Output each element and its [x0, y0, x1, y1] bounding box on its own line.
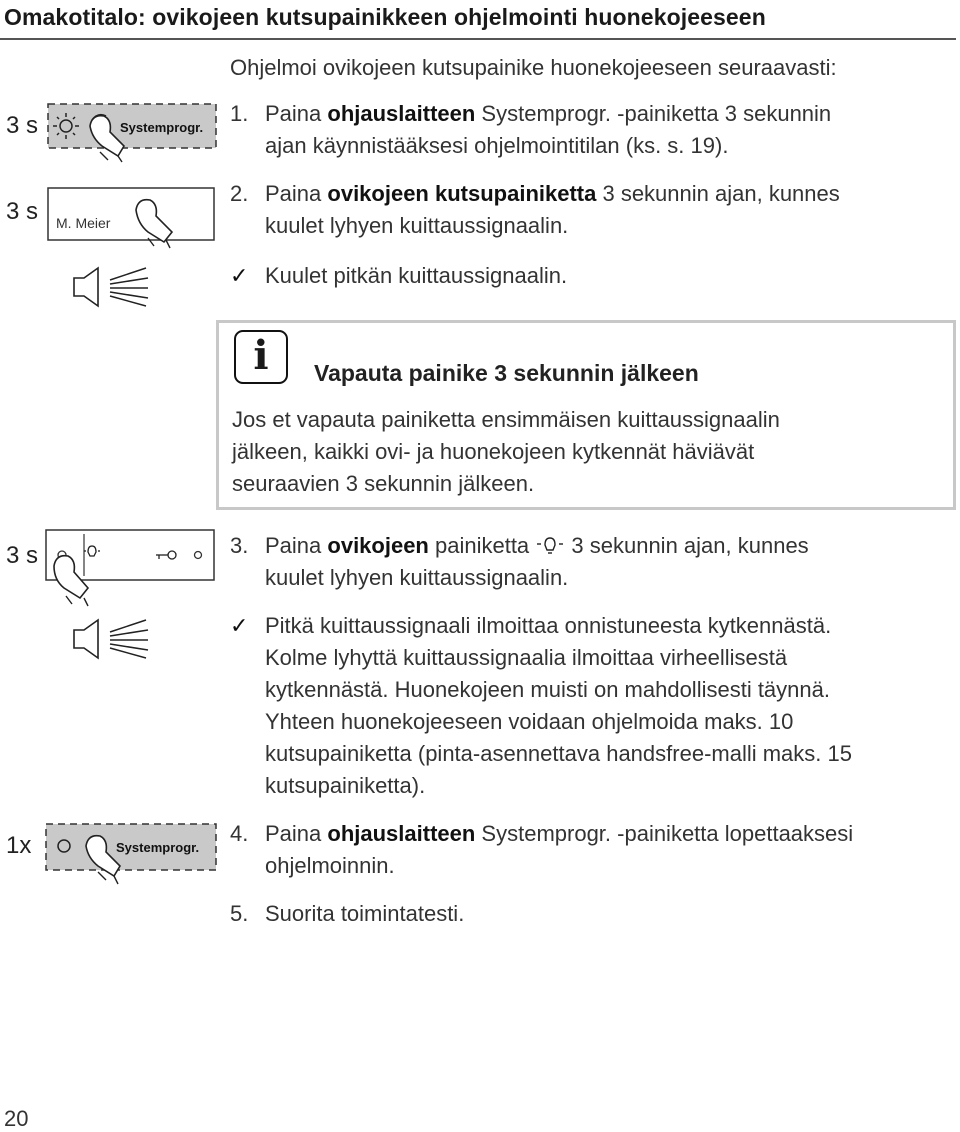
duration-label-1: 3 s — [6, 112, 39, 139]
step-4-line-1: Paina ohjauslaitteen Systemprogr. -painiketta lopettaaksesi — [265, 821, 854, 846]
step-4-line-2: ohjelmoinnin. — [265, 853, 395, 878]
door-station-figure — [40, 524, 220, 614]
info-line-2: jälkeen, kaikki ovi- ja huonekojeen kytkennät häviävät — [232, 439, 755, 464]
nameplate-label: M. Meier — [56, 215, 111, 231]
systemprogr-button-label: Systemprogr. — [116, 840, 200, 855]
title-rule — [0, 38, 956, 40]
step-3-line-1: Paina ovikojeen painiketta 3 sekunnin ajan, kunnes — [265, 533, 809, 558]
speaker-sound-icon — [70, 262, 160, 312]
result-2-text: Kuulet pitkän kuittaussignaalin. — [265, 263, 568, 288]
step-3-number: 3. — [230, 533, 249, 558]
step-5-number: 5. — [230, 901, 249, 926]
step-1-line-1: Paina ohjauslaitteen Systemprogr. -painiketta 3 sekunnin — [265, 101, 832, 126]
step-2-line-1: Paina ovikojeen kutsupainiketta 3 sekunnin ajan, kunnes — [265, 181, 840, 206]
systemprogr-panel-figure — [40, 96, 220, 168]
step-3-line-2: kuulet lyhyen kuittaussignaalin. — [265, 565, 569, 590]
info-heading: Vapauta painike 3 sekunnin jälkeen — [314, 360, 699, 386]
result-3-line-4: Yhteen huonekojeeseen voidaan ohjelmoida maks. 10 — [265, 709, 794, 734]
page-number: 20 — [4, 1106, 29, 1131]
systemprogr-panel-figure — [40, 816, 220, 890]
systemprogr-button-label: Systemprogr. — [120, 120, 204, 135]
step-4-number: 4. — [230, 821, 249, 846]
step-2-line-2: kuulet lyhyen kuittaussignaalin. — [265, 213, 569, 238]
result-2-checkmark: ✓ — [230, 263, 249, 288]
info-icon: i — [234, 330, 288, 384]
info-line-1: Jos et vapauta painiketta ensimmäisen kuittaussignaalin — [232, 407, 780, 432]
intro-text: Ohjelmoi ovikojeen kutsupainike huonekojeeseen seuraavasti: — [230, 55, 837, 80]
result-3-line-5: kutsupainiketta (pinta-asennettava handsfree-malli maks. 15 — [265, 741, 852, 766]
info-line-3: seuraavien 3 sekunnin jälkeen. — [232, 471, 535, 496]
duration-label-2: 3 s — [6, 198, 39, 225]
page-title: Omakotitalo: ovikojeen kutsupainikkeen ohjelmointi huonekojeeseen — [4, 4, 766, 30]
step-2-number: 2. — [230, 181, 249, 206]
step-1-number: 1. — [230, 101, 249, 126]
duration-label-4: 1x — [6, 832, 32, 859]
result-3-checkmark: ✓ — [230, 613, 249, 638]
bulb-icon — [535, 533, 565, 557]
result-3-line-6: kutsupainiketta). — [265, 773, 426, 798]
step-1-line-2: ajan käynnistääksesi ohjelmointitilan (ks. s. 19). — [265, 133, 729, 158]
step-5-text: Suorita toimintatesti. — [265, 901, 465, 926]
result-3-line-3: kytkennästä. Huonekojeen muisti on mahdollisesti täynnä. — [265, 677, 830, 702]
result-3-line-1: Pitkä kuittaussignaali ilmoittaa onnistuneesta kytkennästä. — [265, 613, 832, 638]
duration-label-3: 3 s — [6, 542, 39, 569]
nameplate-figure — [40, 180, 220, 252]
speaker-sound-icon — [70, 614, 160, 664]
result-3-line-2: Kolme lyhyttä kuittaussignaalia ilmoittaa virheellisestä — [265, 645, 788, 670]
